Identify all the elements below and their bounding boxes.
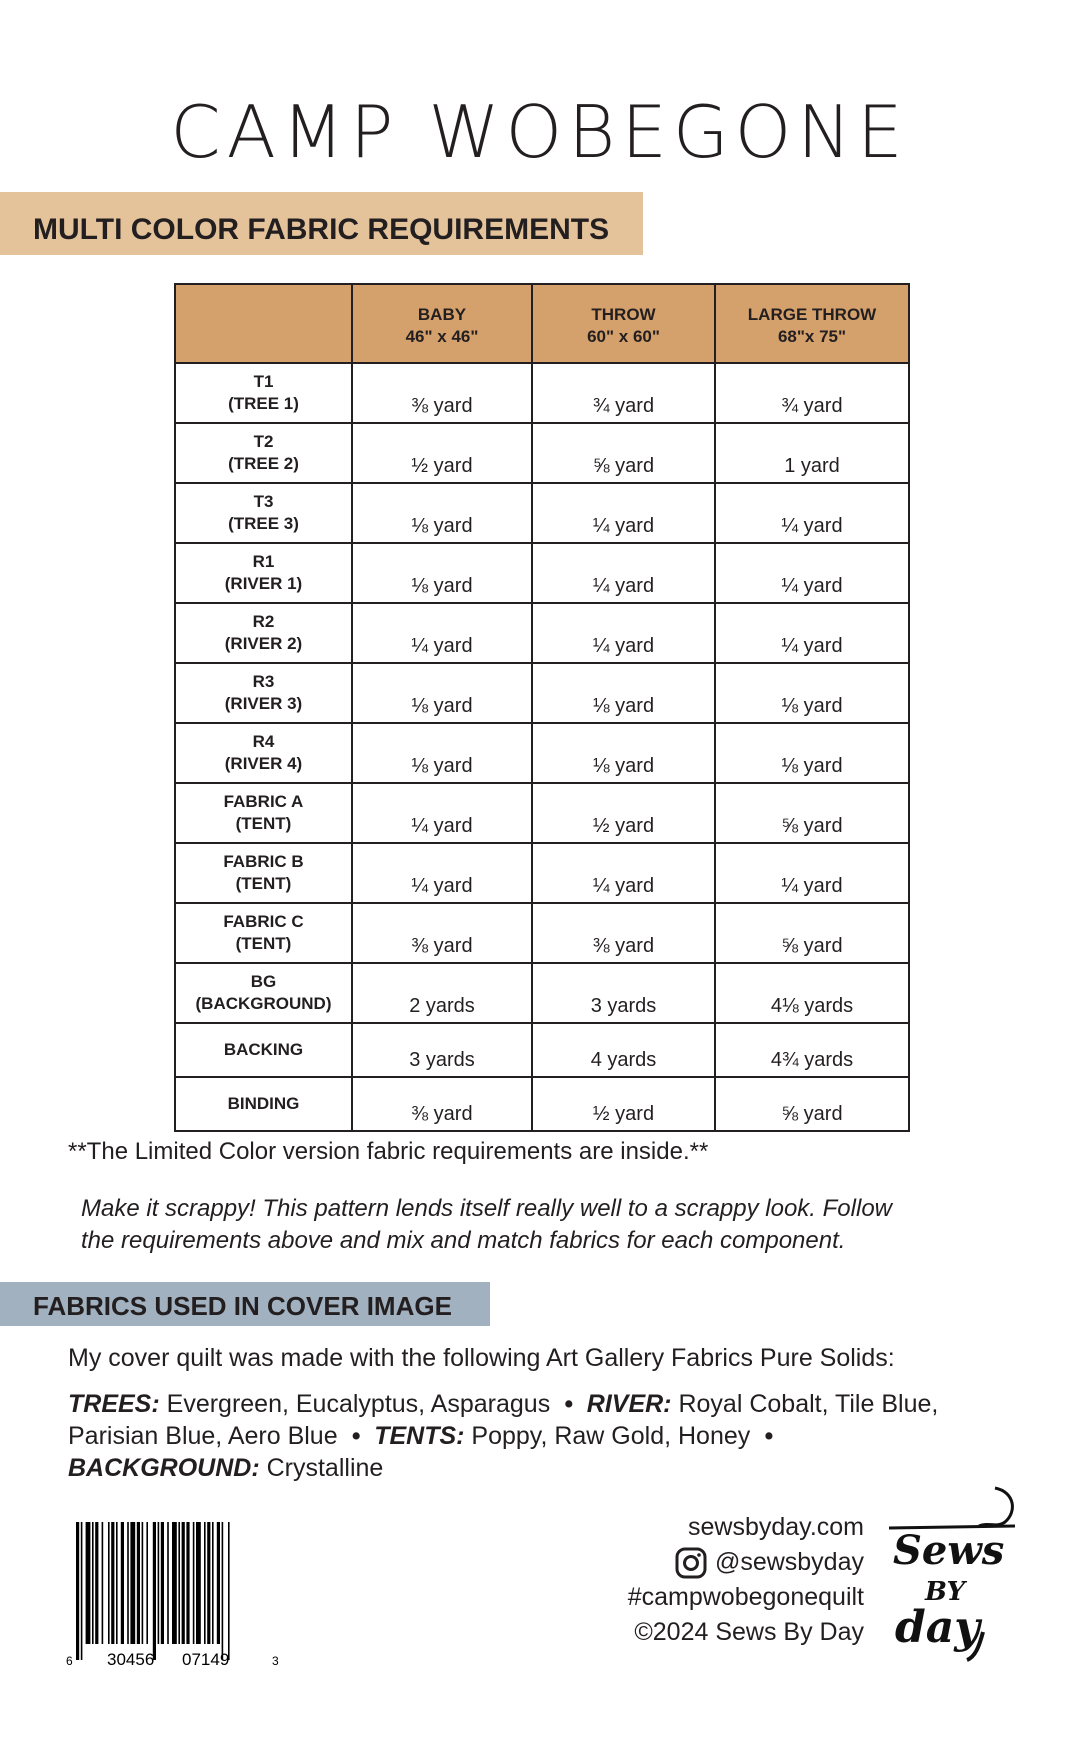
barcode-bar — [146, 1522, 148, 1644]
barcode-bar — [228, 1522, 230, 1660]
cell-large-throw: ⅝ yard — [715, 1077, 909, 1131]
cell-baby: ¼ yard — [352, 603, 532, 663]
row-label: FABRIC A (TENT) — [175, 783, 352, 843]
table-header-throw: THROW 60" x 60" — [532, 284, 715, 363]
row-label: R2 (RIVER 2) — [175, 603, 352, 663]
row-label: R4 (RIVER 4) — [175, 723, 352, 783]
table-header-large-throw: LARGE THROW 68"x 75" — [715, 284, 909, 363]
barcode-bar — [137, 1522, 140, 1644]
table-header-row — [175, 284, 909, 363]
section-heading-cover-fabrics: FABRICS USED IN COVER IMAGE — [0, 1282, 490, 1326]
table-row — [175, 783, 909, 843]
cell-large-throw: ¼ yard — [715, 603, 909, 663]
limited-color-note: **The Limited Color version fabric requirements are inside.** — [68, 1138, 709, 1165]
cell-baby: ½ yard — [352, 423, 532, 483]
cell-baby: ⅜ yard — [352, 903, 532, 963]
table-header-empty — [175, 284, 352, 363]
barcode-bar — [95, 1522, 98, 1644]
row-label: T1 (TREE 1) — [175, 363, 352, 423]
barcode-bar — [217, 1522, 220, 1644]
barcode-bar — [127, 1522, 129, 1644]
row-label: T2 (TREE 2) — [175, 423, 352, 483]
scrappy-tip-line: Make it scrappy! This pattern lends itself really well to a scrappy look. Follow — [81, 1195, 892, 1222]
website-link[interactable]: sewsbyday.com — [688, 1513, 864, 1541]
page-title: CAMP WOBEGONE — [170, 90, 909, 174]
barcode-bar — [178, 1522, 180, 1644]
barcode-bar — [222, 1522, 224, 1660]
barcode — [62, 1520, 284, 1670]
row-label: R3 (RIVER 3) — [175, 663, 352, 723]
row-label: BACKING — [175, 1023, 352, 1077]
cell-throw: 3 yards — [532, 963, 715, 1023]
table-row — [175, 963, 909, 1023]
cell-throw: ½ yard — [532, 1077, 715, 1131]
barcode-bar — [102, 1522, 104, 1644]
barcode-bar — [207, 1522, 210, 1644]
section-heading-fabric-requirements: MULTI COLOR FABRIC REQUIREMENTS — [0, 192, 643, 255]
cell-large-throw: ⅝ yard — [715, 783, 909, 843]
barcode-bar — [153, 1522, 156, 1660]
fabric-requirements-table — [174, 283, 910, 1132]
cell-baby: ⅜ yard — [352, 363, 532, 423]
cell-throw: ¼ yard — [532, 543, 715, 603]
row-label: BG (BACKGROUND) — [175, 963, 352, 1023]
barcode-bar — [81, 1522, 83, 1660]
row-label: T3 (TREE 3) — [175, 483, 352, 543]
barcode-digits-right: 07149 — [182, 1650, 230, 1669]
svg-text:BY: BY — [925, 1577, 966, 1607]
table-row — [175, 363, 909, 423]
copyright: ©2024 Sews By Day — [634, 1618, 864, 1646]
table-row — [175, 423, 909, 483]
barcode-bar — [76, 1522, 79, 1660]
cell-throw: ⅝ yard — [532, 423, 715, 483]
cell-baby: ⅛ yard — [352, 663, 532, 723]
cell-throw: ⅜ yard — [532, 903, 715, 963]
barcode-bar — [121, 1522, 124, 1644]
table-header-baby: BABY 46" x 46" — [352, 284, 532, 363]
table-row — [175, 843, 909, 903]
cell-baby: ⅛ yard — [352, 483, 532, 543]
cell-baby: ¼ yard — [352, 843, 532, 903]
barcode-bar — [116, 1522, 118, 1644]
row-label: BINDING — [175, 1077, 352, 1131]
cell-baby: ⅛ yard — [352, 543, 532, 603]
sews-by-day-logo — [887, 1482, 1027, 1662]
cell-baby: ⅜ yard — [352, 1077, 532, 1131]
cell-throw: ¼ yard — [532, 843, 715, 903]
barcode-bar — [92, 1522, 94, 1644]
contact-block — [628, 1510, 864, 1650]
barcode-bar — [142, 1522, 144, 1644]
table-row — [175, 663, 909, 723]
cell-large-throw: ⅝ yard — [715, 903, 909, 963]
svg-text:Sews: Sews — [893, 1527, 1005, 1574]
hashtag: #campwobegonequilt — [627, 1583, 864, 1611]
cell-baby: ¼ yard — [352, 783, 532, 843]
cell-large-throw: ⅛ yard — [715, 723, 909, 783]
cell-throw: ½ yard — [532, 783, 715, 843]
row-label: FABRIC C (TENT) — [175, 903, 352, 963]
barcode-bar — [186, 1522, 189, 1644]
table-row — [175, 723, 909, 783]
cell-large-throw: ¼ yard — [715, 483, 909, 543]
barcode-bar — [172, 1522, 177, 1644]
barcode-digits-left: 30456 — [107, 1650, 155, 1669]
row-label: R1 (RIVER 1) — [175, 543, 352, 603]
cell-large-throw: 1 yard — [715, 423, 909, 483]
barcode-bar — [212, 1522, 214, 1644]
cell-large-throw: 4⅛ yards — [715, 963, 909, 1023]
cell-large-throw: ¼ yard — [715, 543, 909, 603]
cell-baby: ⅛ yard — [352, 723, 532, 783]
barcode-digit-first: 6 — [66, 1654, 73, 1668]
cell-baby: 2 yards — [352, 963, 532, 1023]
barcode-bar — [108, 1522, 110, 1644]
cover-intro: My cover quilt was made with the following Art Gallery Fabrics Pure Solids: — [68, 1344, 895, 1372]
cell-large-throw: ¾ yard — [715, 363, 909, 423]
instagram-icon — [675, 1547, 707, 1579]
barcode-bar — [193, 1522, 195, 1644]
table-row — [175, 543, 909, 603]
scrappy-tip-line: the requirements above and mix and match fabrics for each component. — [81, 1227, 846, 1254]
table-row — [175, 1023, 909, 1077]
cell-baby: 3 yards — [352, 1023, 532, 1077]
cell-large-throw: ⅛ yard — [715, 663, 909, 723]
cell-large-throw: ¼ yard — [715, 843, 909, 903]
scrappy-tip — [81, 1193, 1021, 1257]
instagram-handle[interactable]: @sewsbyday — [628, 1545, 864, 1580]
barcode-bar — [161, 1522, 164, 1644]
barcode-digit-last: 3 — [272, 1654, 279, 1668]
cell-throw: ¼ yard — [532, 603, 715, 663]
table-row — [175, 603, 909, 663]
cell-throw: ¼ yard — [532, 483, 715, 543]
row-label: FABRIC B (TENT) — [175, 843, 352, 903]
barcode-bar — [182, 1522, 185, 1644]
svg-text:day: day — [895, 1602, 980, 1653]
cover-fabrics-list: TREES: Evergreen, Eucalyptus, Asparagus • RIVER: Royal Cobalt, Tile Blue, Parisian Blue, Aero Blue • TENTS: Poppy, Raw Gold, Honey • BACKGROUND: Crystalline — [68, 1390, 939, 1482]
cell-throw: 4 yards — [532, 1023, 715, 1077]
barcode-bar — [204, 1522, 206, 1644]
barcode-bar — [86, 1522, 91, 1644]
cell-large-throw: 4¾ yards — [715, 1023, 909, 1077]
barcode-bar — [196, 1522, 201, 1644]
cell-throw: ⅛ yard — [532, 663, 715, 723]
barcode-bar — [167, 1522, 169, 1644]
barcode-bar — [130, 1522, 135, 1644]
cell-throw: ⅛ yard — [532, 723, 715, 783]
table-row — [175, 483, 909, 543]
table-row — [175, 1077, 909, 1131]
table-row — [175, 903, 909, 963]
barcode-bar — [111, 1522, 114, 1644]
cell-throw: ¾ yard — [532, 363, 715, 423]
barcode-bar — [158, 1522, 160, 1644]
